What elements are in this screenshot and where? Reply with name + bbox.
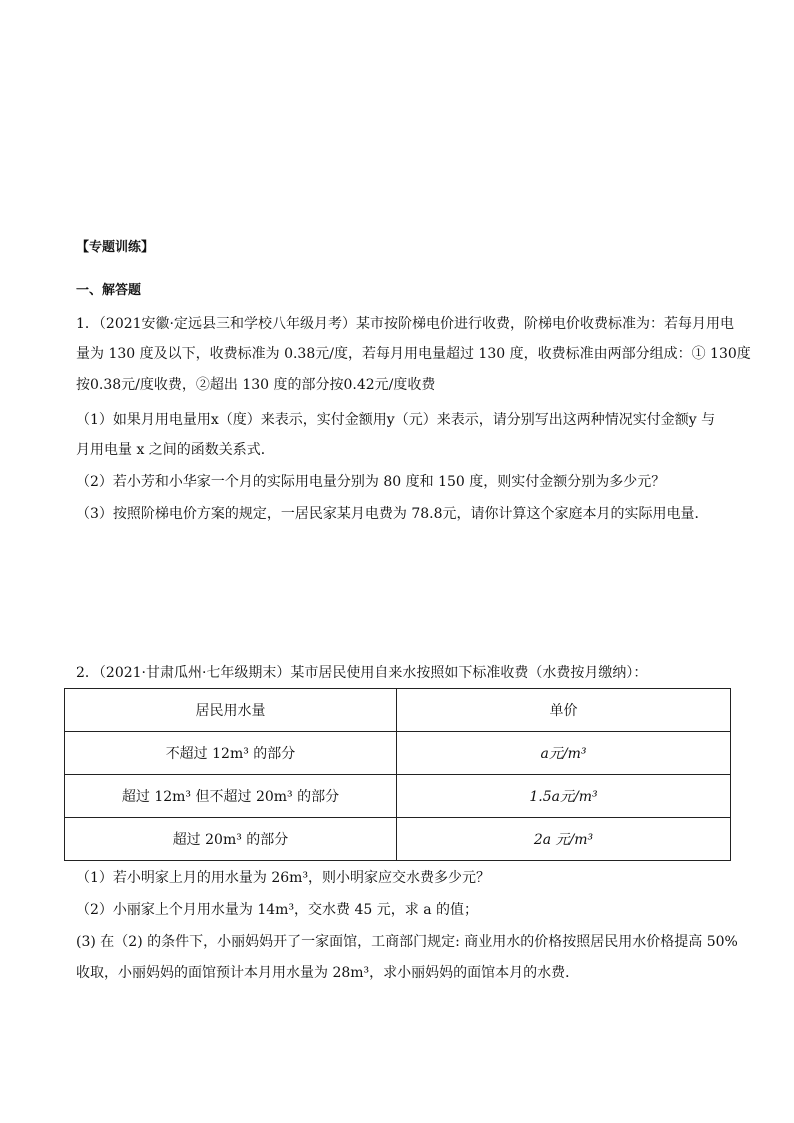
part-title: 一、解答题: [76, 283, 142, 298]
q2-sub3-line2: 收取，小丽妈妈的面馆预计本月用水量为 28m³，求小丽妈妈的面馆本月的水费．: [76, 965, 580, 981]
table-cell: 1.5a元/m³: [397, 775, 731, 818]
table-row: [65, 818, 731, 861]
q2-intro: 2．（2021·甘肃瓜州·七年级期末）某市居民使用自来水按照如下标准收费（水费按月缴纳）：: [76, 665, 648, 681]
q1-line3: 按0.38元/度收费，②超出 130 度的部分按0.42元/度收费: [76, 377, 436, 393]
q1-line1: 1．（2021安徽·定远县三和学校八年级月考）某市按阶梯电价进行收费，阶梯电价收费标准为：若每月用电: [76, 316, 734, 332]
q2-sub3-line1: (3) 在（2) 的条件下，小丽妈妈开了一家面馆，工商部门规定: 商业用水的价格按照居民用水价格提高 50%: [76, 934, 738, 950]
q1-sub3: （3）按照阶梯电价方案的规定，一居民家某月电费为 78.8元，请你计算这个家庭本月的实际用电量．: [76, 506, 709, 522]
section-header: 【专题训练】: [76, 240, 155, 255]
table-row: [65, 732, 731, 775]
table-cell: 2a 元/m³: [397, 818, 731, 861]
water-price-table: [64, 688, 731, 861]
q1-sub1-line1: （1）如果月用电量用x（度）来表示，实付金额用y（元）来表示，请分别写出这两种情况实付金额y 与: [76, 412, 716, 428]
q1-sub2: （2）若小芳和小华家一个月的实际用电量分别为 80 度和 150 度，则实付金额分别为多少元？: [76, 474, 666, 490]
table-header-cell: 居民用水量: [65, 689, 397, 732]
table-cell: 不超过 12m³ 的部分: [65, 732, 397, 775]
q1-line2: 量为 130 度及以下，收费标准为 0.38元/度，若每月用电量超过 130 度，收费标准由两部分组成：① 130度: [76, 346, 751, 362]
table-row: [65, 775, 731, 818]
q1-sub1-line2: 月用电量 x 之间的函数关系式．: [76, 442, 275, 458]
table-header-cell: 单价: [397, 689, 731, 732]
q2-sub2: （2）小丽家上个月用水量为 14m³，交水费 45 元，求 a 的值；: [76, 902, 479, 918]
table-header-row: [65, 689, 731, 732]
table-cell: 超过 20m³ 的部分: [65, 818, 397, 861]
q2-sub1: （1）若小明家上月的用水量为 26m³，则小明家应交水费多少元？: [76, 870, 491, 886]
table-cell: 超过 12m³ 但不超过 20m³ 的部分: [65, 775, 397, 818]
table-cell: a元/m³: [397, 732, 731, 775]
